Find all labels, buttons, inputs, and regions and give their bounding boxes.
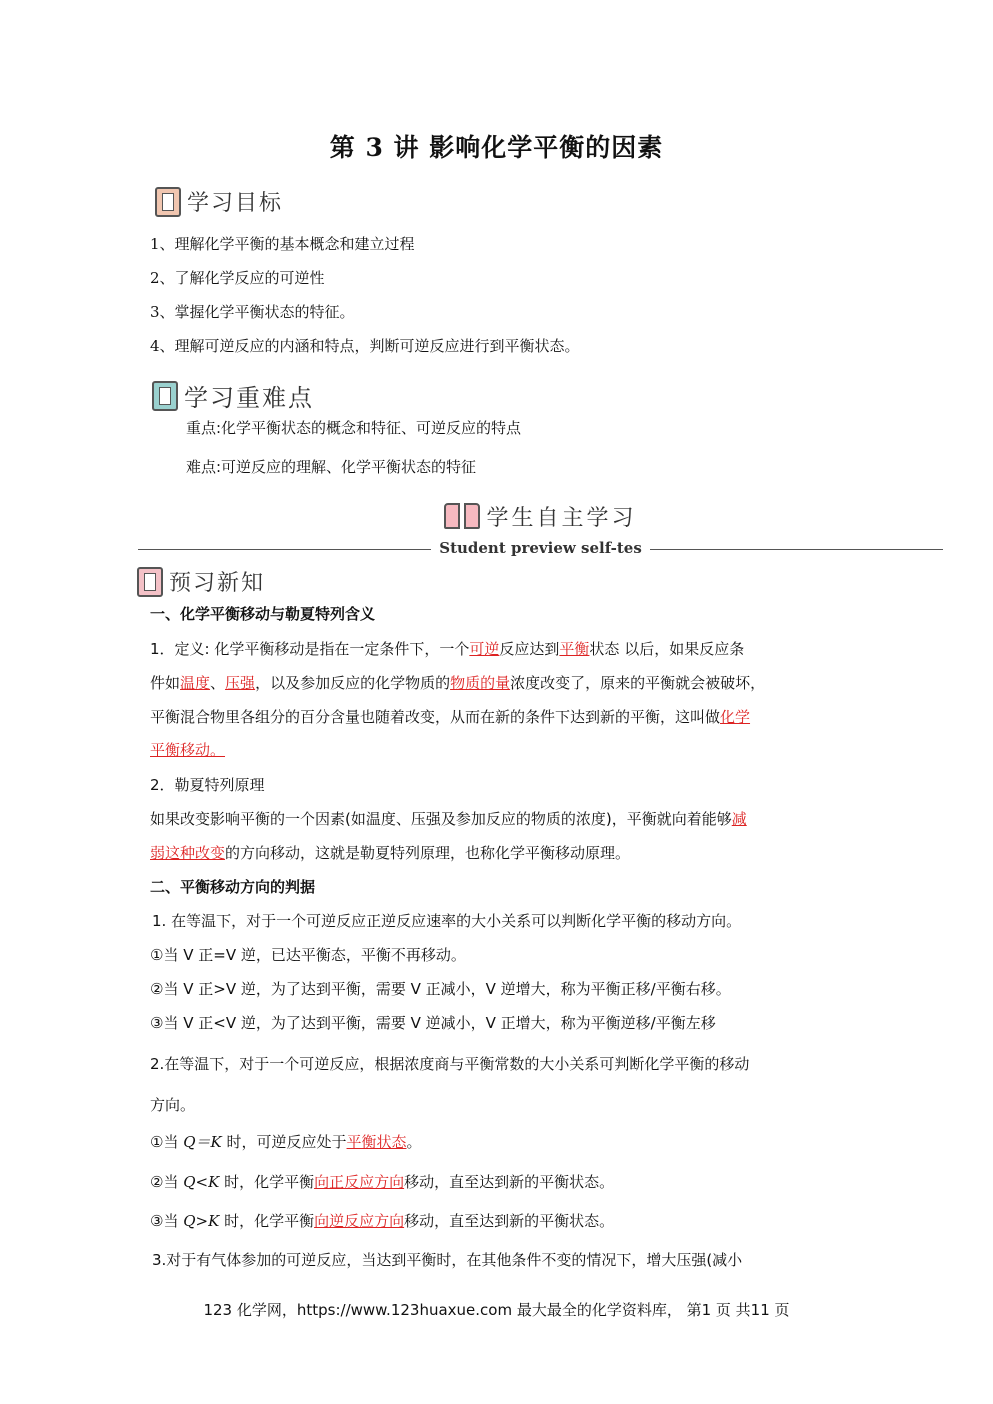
notebook-icon (152, 381, 178, 411)
section-header-difficulty (152, 378, 314, 413)
quotient-case: ①当 Q＝K 时，可逆反应处于平衡状态。 (150, 1133, 422, 1151)
goal-item: 4、理解可逆反应的内涵和特点，判断可逆反应进行到平衡状态。 (150, 337, 580, 355)
book-icon (155, 187, 181, 217)
criterion-paragraph: 方向。 (150, 1096, 196, 1114)
le-chatelier-heading: 2．勒夏特列原理 (150, 776, 265, 794)
definition-line: 平衡混合物里各组分的百分含量也随着改变，从而在新的条件下达到新的平衡，这叫做化学 (150, 708, 751, 726)
part2-heading: 二、平衡移动方向的判据 (150, 878, 316, 896)
definition-line: 件如温度、压强，以及参加反应的化学物质的物质的量浓度改变了，原来的平衡就会被破坏， (150, 674, 766, 692)
goal-item: 1、理解化学平衡的基本概念和建立过程 (150, 235, 415, 253)
definition-line: 平衡移动。 (150, 741, 226, 759)
section-label: 学习目标 (187, 191, 284, 216)
part1-heading: 一、化学平衡移动与勒夏特列含义 (150, 605, 376, 623)
page-footer: 123 化学网，https://www.123huaxue.com 最大最全的化学资料库， 第1 页 共11 页 (203, 1301, 790, 1319)
section-header-goals (155, 186, 283, 217)
quotient-case: ③当 Q>K 时，化学平衡向逆反应方向移动，直至达到新的平衡状态。 (150, 1212, 615, 1230)
definition-line: 1．定义: 化学平衡移动是指在一定条件下，一个可逆反应达到平衡状态 以后，如果反应条 (150, 640, 745, 658)
goal-item: 3、掌握化学平衡状态的特征。 (150, 303, 355, 321)
banner-subtitle: Student preview self-tes (431, 539, 650, 557)
self-study-banner (138, 500, 943, 560)
open-book-icon (444, 500, 480, 532)
section-label: 预习新知 (169, 571, 266, 596)
rate-case: ②当 V 正>V 逆，为了达到平衡，需要 V 正减小，V 逆增大，称为平衡正移/平衡右移。 (150, 980, 731, 998)
section-header-preview (137, 566, 265, 597)
page-title: 第 3 讲 影响化学平衡的因素 (329, 133, 664, 162)
le-chatelier-line: 弱这种改变的方向移动，这就是勒夏特列原理，也称化学平衡移动原理。 (150, 844, 631, 862)
banner-title: 学生自主学习 (486, 505, 637, 531)
goal-item: 2、了解化学反应的可逆性 (150, 269, 325, 287)
rate-case: ①当 V 正=V 逆，已达平衡态，平衡不再移动。 (150, 946, 466, 964)
key-point: 重点:化学平衡状态的概念和特征、可逆反应的特点 (186, 419, 522, 437)
quotient-case: ②当 Q<K 时，化学平衡向正反应方向移动，直至达到新的平衡状态。 (150, 1173, 615, 1191)
difficult-point: 难点:可逆反应的理解、化学平衡状态的特征 (186, 458, 477, 476)
criterion-paragraph: 1. 在等温下，对于一个可逆反应正逆反应速率的大小关系可以判断化学平衡的移动方向。 (152, 912, 742, 930)
le-chatelier-line: 如果改变影响平衡的一个因素(如温度、压强及参加反应的物质的浓度)，平衡就向着能够减 (150, 810, 747, 828)
criterion-paragraph: 2.在等温下，对于一个可逆反应，根据浓度商与平衡常数的大小关系可判断化学平衡的移动 (150, 1055, 750, 1073)
rate-case: ③当 V 正<V 逆，为了达到平衡，需要 V 逆减小，V 正增大，称为平衡逆移/平衡左移 (150, 1014, 716, 1032)
criterion-paragraph: 3.对于有气体参加的可逆反应，当达到平衡时，在其他条件不变的情况下，增大压强(减小 (152, 1251, 743, 1269)
section-label: 学习重难点 (184, 384, 314, 412)
flower-book-icon (137, 567, 163, 597)
